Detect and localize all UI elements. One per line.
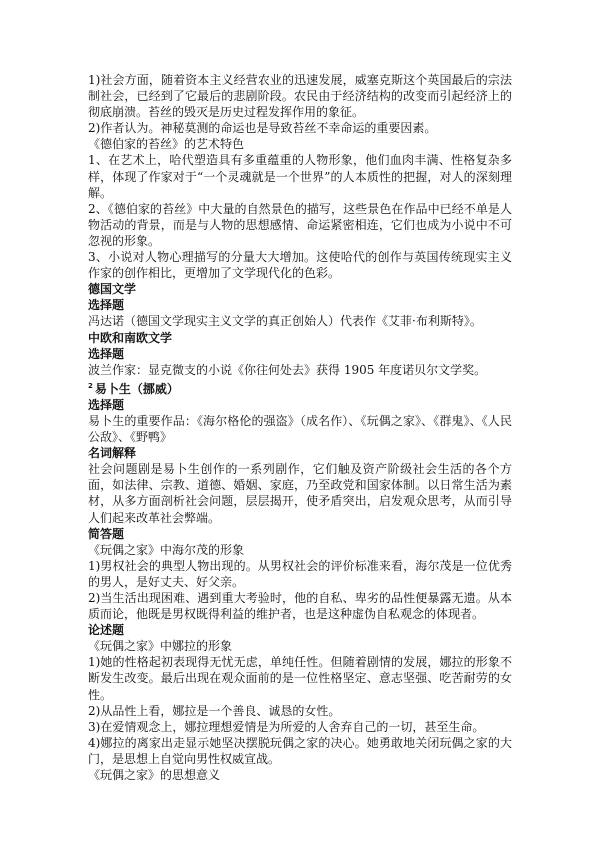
section-heading: 德国文学 [88, 282, 137, 297]
paragraph: 2)当生活出现困难、遇到重大考验时，他的自私、卑劣的品性便暴露无遗。从本质而论，他既是男权既得利益的维护者，也是这种虚伪自私观念的体现者。 [88, 591, 512, 622]
subsection-heading: 选择题 [88, 397, 125, 412]
paragraph: 2、《德伯家的苔丝》中大量的自然景色的描写，这些景色在作品中已经不单是人物活动的背景，而是与人物的思想感情、命运紧密相连，它们也成为小说中不可忽视的形象。 [88, 201, 512, 248]
paragraph: 1)她的性格起初表现得无忧无虑，单纯任性。但随着剧情的发展，娜拉的形象不断发生改变。最后出现在观众面前的是一位性格坚定、意志坚强、吃苦耐劳的女性。 [88, 655, 512, 702]
paragraph: 2)作者认为。神秘莫测的命运也是导致苔丝不幸命运的重要因素。 [88, 121, 437, 136]
paragraph: 1)社会方面，随着资本主义经营农业的迅速发展，威塞克斯这个英国最后的宗法制社会，已经到了它最后的悲剧阶段。农民由于经济结构的改变而引起经济上的彻底崩溃。苔丝的毁灭是历史过程发挥作用的象征。 [88, 73, 512, 120]
paragraph: 《玩偶之家》的思想意义 [88, 768, 221, 783]
heading-text: 易卜生（挪威） [94, 381, 179, 396]
paragraph: 2)从品性上看，娜拉是一个善良、诚恳的女性。 [88, 703, 341, 718]
paragraph: 冯达诺（德国文学现实主义文学的真正创始人）代表作《艾菲·布利斯特》。 [88, 314, 482, 329]
paragraph: 《玩偶之家》中娜拉的形象 [88, 639, 233, 654]
paragraph: 1)男权社会的典型人物出现的。从男权社会的评价标准来看，海尔茂是一位优秀的男人，是好丈夫、好父亲。 [88, 558, 512, 589]
paragraph: 《德伯家的苔丝》的艺术特色 [88, 137, 245, 152]
paragraph: 3、小说对人物心理描写的分量大大增加。这使哈代的创作与英国传统现实主义作家的创作相比，更增加了文学现代化的色彩。 [88, 250, 512, 281]
subsection-heading: 名词解释 [88, 446, 137, 461]
paragraph: 3)在爱情观念上，娜拉理想爱情是为所爱的人舍弃自己的一切，甚至生命。 [88, 719, 485, 734]
subsection-heading: 选择题 [88, 298, 125, 313]
paragraph: 《玩偶之家》中海尔茂的形象 [88, 542, 245, 557]
subsection-heading: 简答题 [88, 526, 125, 541]
section-heading: 中欧和南欧文学 [88, 330, 173, 345]
section-heading [88, 378, 512, 397]
subsection-heading: 论述题 [88, 623, 125, 638]
heading-number: 2 [88, 381, 93, 390]
subsection-heading: 选择题 [88, 346, 125, 361]
paragraph: 1、在艺术上，哈代塑造具有多重蕴重的人物形象，他们血肉丰满、性格复杂多样，体现了作家对于“一个灵魂就是一个世界”的人本质性的把握，对人的深刻理解。 [88, 153, 512, 200]
paragraph: 波兰作家：显克微支的小说《你往何处去》获得 1905 年度诺贝尔文学奖。 [88, 362, 487, 377]
paragraph: 易卜生的重要作品：《海尔格伦的强盗》（成名作）、《玩偶之家》、《群鬼》、《人民公敌》、《野鸭》 [88, 413, 512, 445]
paragraph: 社会问题剧是易卜生创作的一系列剧作，它们触及资产阶级社会生活的各个方面，如法律、宗教、道德、婚姻、家庭，乃至政党和国家体制。以日常生活为素材，从多方面剖析社会问题，层层揭开，使矛盾突出，启发观众思考，从而引导人们起来改革社会弊端。 [88, 462, 512, 525]
paragraph: 4)娜拉的离家出走显示她坚决摆脱玩偶之家的决心。她勇敢地关闭玩偶之家的大门，是思想上自觉向男性权威宣战。 [88, 735, 512, 766]
